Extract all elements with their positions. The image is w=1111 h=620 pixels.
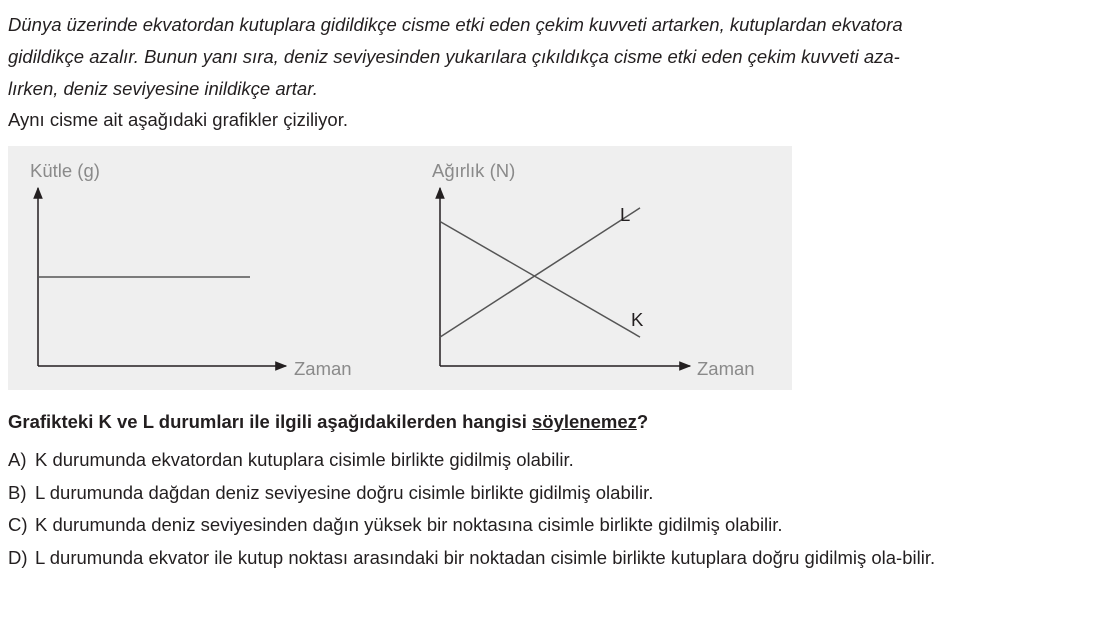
graphs-svg <box>8 146 792 390</box>
intro-paragraph <box>8 9 1104 105</box>
option-a[interactable] <box>8 444 1104 477</box>
question <box>8 406 648 438</box>
question-text: Grafikteki K ve L durumları ile ilgili aşağıdakilerden hangisi <box>8 411 532 432</box>
mass-y-axis-label: Kütle (g) <box>30 160 100 181</box>
answer-options <box>8 444 1104 574</box>
weight-graph <box>432 160 755 379</box>
option-d-letter: D) <box>8 546 28 568</box>
option-d-text: L durumunda ekvator ile kutup noktası arasındaki bir noktadan cisimle birlikte kutuplara doğru gidilmiş ola-bilir. <box>35 546 936 568</box>
option-b-text: L durumunda dağdan deniz seviyesine doğru cisimle birlikte gidilmiş olabilir. <box>35 481 654 503</box>
subtitle: Aynı cisme ait aşağıdaki grafikler çiziliyor. <box>8 109 348 130</box>
option-c[interactable] <box>8 509 1104 542</box>
option-b-letter: B) <box>8 481 27 503</box>
series-l-label: L <box>620 204 631 225</box>
intro-line: Dünya üzerinde ekvatordan kutuplara gidildikçe cisme etki eden çekim kuvveti artarken, kutuplardan ekvatora <box>8 14 903 35</box>
series-l-line <box>440 208 640 337</box>
option-c-text: K durumunda deniz seviyesinden dağın yüksek bir noktasına cisimle birlikte gidilmiş olabilir. <box>35 514 783 535</box>
weight-x-axis-label: Zaman <box>697 358 755 379</box>
mass-x-axis-label: Zaman <box>294 358 352 379</box>
series-k-line <box>440 222 640 338</box>
question-emphasis: söylenemez <box>532 411 637 432</box>
option-b[interactable] <box>8 477 1104 510</box>
graph-panel <box>8 146 792 390</box>
mass-graph <box>30 160 352 379</box>
question-mark: ? <box>636 411 649 432</box>
intro-line: gidildikçe azalır. Bunun yanı sıra, deniz seviyesinden yukarılara çıkıldıkça cisme etki eden çekim kuvveti aza- <box>8 46 900 67</box>
option-a-text: K durumunda ekvatordan kutuplara cisimle birlikte gidilmiş olabilir. <box>35 449 574 470</box>
option-d[interactable] <box>8 542 1104 575</box>
intro-line: lırken, deniz seviyesine inildikçe artar. <box>8 78 318 99</box>
series-k-label: K <box>631 309 644 330</box>
option-a-letter: A) <box>8 449 27 470</box>
option-c-letter: C) <box>8 514 28 535</box>
weight-y-axis-label: Ağırlık (N) <box>432 160 516 181</box>
